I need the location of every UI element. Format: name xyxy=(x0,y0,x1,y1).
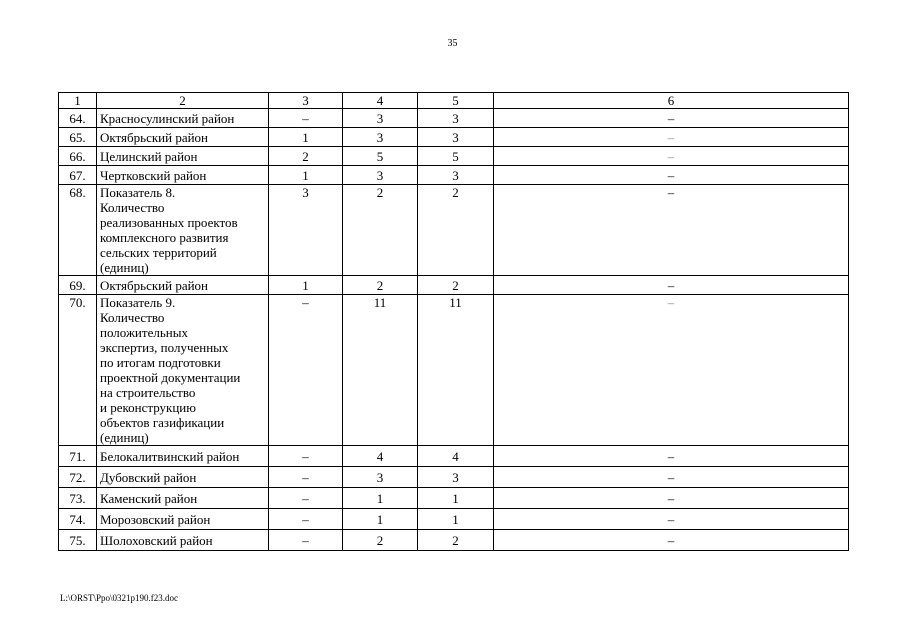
row-col3-cell: – xyxy=(269,446,343,467)
row-col3-cell: 1 xyxy=(269,128,343,147)
row-col6-cell: – xyxy=(494,147,849,166)
header-cell-1: 1 xyxy=(59,93,97,109)
header-cell-5: 5 xyxy=(418,93,494,109)
row-col4-cell: 1 xyxy=(343,488,418,509)
header-row xyxy=(59,93,849,109)
row-col6-cell: – xyxy=(494,166,849,185)
table-row xyxy=(59,276,849,295)
row-col5-cell: 4 xyxy=(418,446,494,467)
table-row xyxy=(59,295,849,446)
row-name-cell: Красносулинский район xyxy=(97,109,269,128)
row-col6-cell: – xyxy=(494,128,849,147)
row-col5-cell: 3 xyxy=(418,109,494,128)
header-cell-4: 4 xyxy=(343,93,418,109)
row-col3-cell: – xyxy=(269,509,343,530)
table-row xyxy=(59,530,849,551)
table-row xyxy=(59,488,849,509)
row-col4-cell: 3 xyxy=(343,128,418,147)
row-name-cell: Октябрьский район xyxy=(97,276,269,295)
header-cell-6: 6 xyxy=(494,93,849,109)
row-col3-cell: 1 xyxy=(269,166,343,185)
data-table xyxy=(58,92,849,551)
row-col4-cell: 3 xyxy=(343,467,418,488)
row-name-cell: Показатель 9. Количество положительных экспертиз, полученных по итогам подготовки проектной документации на строительство и реконструкцию объектов газификации (единиц) xyxy=(97,295,269,446)
row-col6-cell: – xyxy=(494,109,849,128)
row-number-cell: 73. xyxy=(59,488,97,509)
table-row xyxy=(59,467,849,488)
row-col6-cell: – xyxy=(494,276,849,295)
row-col3-cell: – xyxy=(269,530,343,551)
row-col5-cell: 3 xyxy=(418,467,494,488)
table-row xyxy=(59,185,849,276)
row-number-cell: 67. xyxy=(59,166,97,185)
row-col4-cell: 2 xyxy=(343,530,418,551)
row-col4-cell: 3 xyxy=(343,166,418,185)
footer-file-path: L:\ORST\Ppo\0321p190.f23.doc xyxy=(60,593,179,603)
row-col4-cell: 4 xyxy=(343,446,418,467)
row-col5-cell: 2 xyxy=(418,185,494,276)
row-number-cell: 69. xyxy=(59,276,97,295)
row-number-cell: 74. xyxy=(59,509,97,530)
row-col6-cell: – xyxy=(494,185,849,276)
row-col3-cell: 2 xyxy=(269,147,343,166)
row-col4-cell: 2 xyxy=(343,276,418,295)
row-col6-cell: – xyxy=(494,467,849,488)
row-col5-cell: 5 xyxy=(418,147,494,166)
row-col4-cell: 1 xyxy=(343,509,418,530)
row-name-cell: Дубовский район xyxy=(97,467,269,488)
table-row xyxy=(59,147,849,166)
row-number-cell: 64. xyxy=(59,109,97,128)
row-col5-cell: 11 xyxy=(418,295,494,446)
row-col3-cell: – xyxy=(269,109,343,128)
row-col5-cell: 3 xyxy=(418,128,494,147)
row-number-cell: 65. xyxy=(59,128,97,147)
row-col3-cell: – xyxy=(269,488,343,509)
row-col3-cell: – xyxy=(269,295,343,446)
row-col6-cell: – xyxy=(494,295,849,446)
row-number-cell: 70. xyxy=(59,295,97,446)
row-name-cell: Целинский район xyxy=(97,147,269,166)
row-col4-cell: 11 xyxy=(343,295,418,446)
table-row xyxy=(59,128,849,147)
row-col5-cell: 2 xyxy=(418,530,494,551)
row-col6-cell: – xyxy=(494,446,849,467)
row-col5-cell: 1 xyxy=(418,488,494,509)
row-col6-cell: – xyxy=(494,509,849,530)
row-col4-cell: 5 xyxy=(343,147,418,166)
row-col3-cell: 1 xyxy=(269,276,343,295)
row-number-cell: 66. xyxy=(59,147,97,166)
row-col5-cell: 1 xyxy=(418,509,494,530)
row-name-cell: Показатель 8. Количество реализованных проектов комплексного развития сельских территорий (единиц) xyxy=(97,185,269,276)
row-col6-cell: – xyxy=(494,488,849,509)
row-col3-cell: – xyxy=(269,467,343,488)
row-number-cell: 68. xyxy=(59,185,97,276)
table-row xyxy=(59,446,849,467)
row-col5-cell: 3 xyxy=(418,166,494,185)
row-name-cell: Белокалитвинский район xyxy=(97,446,269,467)
header-cell-3: 3 xyxy=(269,93,343,109)
row-name-cell: Чертковский район xyxy=(97,166,269,185)
row-col5-cell: 2 xyxy=(418,276,494,295)
header-cell-2: 2 xyxy=(97,93,269,109)
row-col3-cell: 3 xyxy=(269,185,343,276)
row-number-cell: 71. xyxy=(59,446,97,467)
row-name-cell: Шолоховский район xyxy=(97,530,269,551)
page-number: 35 xyxy=(447,38,458,49)
row-number-cell: 72. xyxy=(59,467,97,488)
row-name-cell: Каменский район xyxy=(97,488,269,509)
row-col6-cell: – xyxy=(494,530,849,551)
row-name-cell: Октябрьский район xyxy=(97,128,269,147)
table-row xyxy=(59,509,849,530)
row-col4-cell: 3 xyxy=(343,109,418,128)
row-col4-cell: 2 xyxy=(343,185,418,276)
table-body xyxy=(59,93,849,551)
row-number-cell: 75. xyxy=(59,530,97,551)
row-name-cell: Морозовский район xyxy=(97,509,269,530)
table-row xyxy=(59,166,849,185)
table-row xyxy=(59,109,849,128)
